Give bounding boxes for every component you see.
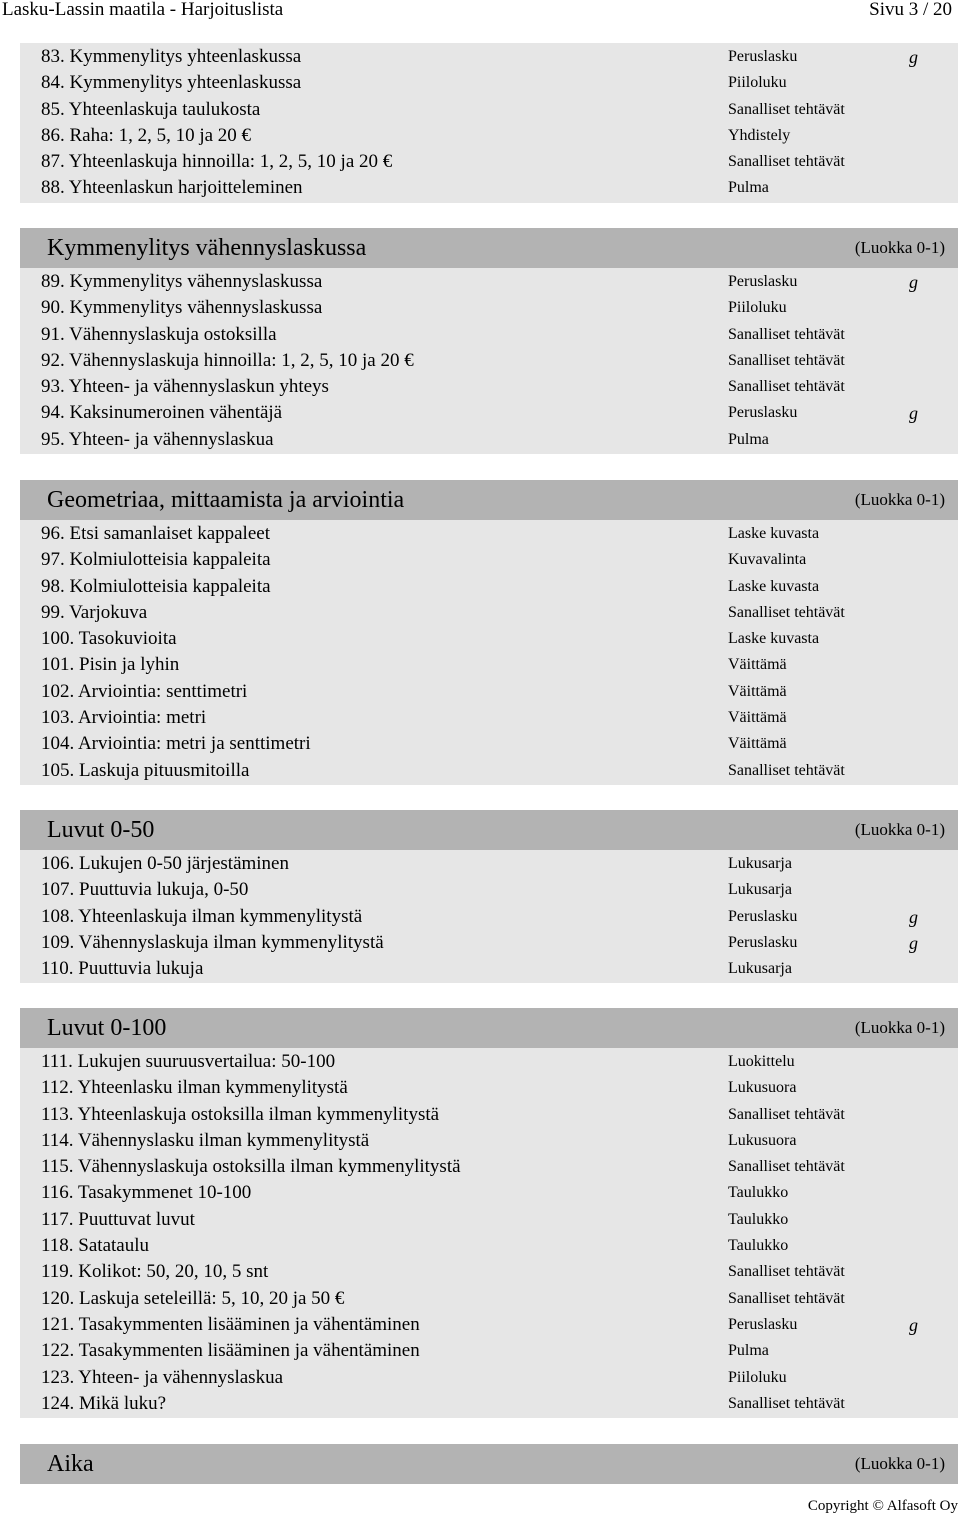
exercise-type: Laske kuvasta [728,630,820,648]
exercise-type: Sanalliset tehtävät [728,1158,845,1176]
exercise-row [20,1365,958,1391]
section-title: Aika [47,1450,94,1477]
exercise-flag: g [909,1314,918,1335]
exercise-type: Sanalliset tehtävät [728,1263,845,1281]
exercise-title: 123. Yhteen- ja vähennyslaskua [41,1366,283,1388]
exercise-title: 102. Arviointia: senttimetri [41,680,248,702]
exercise-title: 109. Vähennyslaskuja ilman kymmenylitystä [41,931,384,953]
exercise-row [20,1154,958,1180]
exercise-row [20,626,958,652]
page-number: Sivu 3 / 20 [869,0,952,20]
section-header [20,1444,958,1484]
exercise-row [20,175,958,201]
exercise-row [20,1391,958,1417]
exercise-row [20,758,958,784]
exercise-title: 97. Kolmiulotteisia kappaleita [41,549,271,571]
exercise-row [20,679,958,705]
exercise-row [20,269,958,295]
exercise-type: Piiloluku [728,299,787,317]
exercise-type: Peruslasku [728,907,798,925]
exercise-section [20,810,958,983]
exercise-title: 99. Varjokuva [41,601,148,623]
exercise-title: 121. Tasakymmenten lisääminen ja vähentäminen [41,1313,420,1335]
exercise-type: Sanalliset tehtävät [728,1105,845,1123]
exercise-title: 113. Yhteenlaskuja ostoksilla ilman kymmenylitystä [41,1103,440,1125]
exercise-row [20,1259,958,1285]
exercise-row [20,1049,958,1075]
exercise-type: Sanalliset tehtävät [728,153,845,171]
section-header [20,480,958,520]
exercise-type: Sanalliset tehtävät [728,351,845,369]
exercise-row [20,1128,958,1154]
exercise-title: 103. Arviointia: metri [41,707,207,729]
exercise-type: Peruslasku [728,933,798,951]
exercise-title: 87. Yhteenlaskuja hinnoilla: 1, 2, 5, 10 ja 20 € [41,151,393,173]
exercise-row [20,1180,958,1206]
section-title: Geometriaa, mittaamista ja arviointia [47,486,405,513]
exercise-section [20,480,958,785]
exercise-type: Pulma [728,1342,769,1360]
exercise-type: Yhdistely [728,126,791,144]
exercise-row [20,1075,958,1101]
exercise-title: 93. Yhteen- ja vähennyslaskun yhteys [41,376,329,398]
exercise-title: 89. Kymmenylitys vähennyslaskussa [41,271,323,292]
exercise-title: 120. Laskuja seteleillä: 5, 10, 20 ja 50 € [41,1287,345,1309]
section-grade: (Luokka 0-1) [854,490,945,509]
exercise-rows [20,43,958,203]
exercise-row [20,600,958,626]
exercise-section [20,1008,958,1418]
exercise-title: 108. Yhteenlaskuja ilman kymmenylitystä [41,905,363,927]
exercise-flag: g [909,47,918,67]
exercise-type: Lukusarja [728,881,792,899]
exercise-title: 104. Arviointia: metri ja senttimetri [41,733,311,755]
exercise-title: 100. Tasokuvioita [41,628,177,650]
exercise-row [20,877,958,903]
exercise-row [20,149,958,175]
exercise-row [20,1286,958,1312]
exercise-row [20,521,958,547]
exercise-title: 119. Kolikot: 50, 20, 10, 5 snt [41,1261,269,1283]
exercise-title: 91. Vähennyslaskuja ostoksilla [41,323,277,345]
exercise-title: 98. Kolmiulotteisia kappaleita [41,575,271,597]
exercise-row [20,904,958,930]
section-header [20,228,958,268]
exercise-row [20,295,958,321]
exercise-rows [20,850,958,983]
exercise-row [20,1102,958,1128]
exercise-type: Lukusuora [728,1079,797,1097]
exercise-row [20,427,958,453]
exercise-title: 105. Laskuja pituusmitoilla [41,759,250,781]
exercise-row [20,374,958,400]
exercise-rows [20,268,958,454]
exercise-title: 122. Tasakymmenten lisääminen ja vähentäminen [41,1340,420,1362]
section-grade: (Luokka 0-1) [854,1018,945,1037]
exercise-row [20,547,958,573]
exercise-title: 110. Puuttuvia lukuja [41,958,204,980]
exercise-row [20,400,958,426]
exercise-section [20,1444,958,1484]
exercise-type: Väittämä [728,709,787,727]
exercise-title: 86. Raha: 1, 2, 5, 10 ja 20 € [41,124,252,146]
exercise-title: 88. Yhteenlaskun harjoitteleminen [41,177,303,199]
exercise-type: Lukusuora [728,1131,797,1149]
exercise-type: Lukusarja [728,960,792,978]
exercise-type: Sanalliset tehtävät [728,1394,845,1412]
section-title: Kymmenylitys vähennyslaskussa [47,234,367,261]
exercise-row [20,1233,958,1259]
exercise-title: 115. Vähennyslaskuja ostoksilla ilman kymmenylitystä [41,1156,461,1178]
exercise-title: 117. Puuttuvat luvut [41,1208,195,1230]
exercise-type: Peruslasku [728,1315,798,1333]
exercise-flag: g [909,272,918,292]
exercise-row [20,705,958,731]
exercise-row [20,574,958,600]
exercise-type: Peruslasku [728,404,798,422]
exercise-title: 116. Tasakymmenet 10-100 [41,1182,252,1204]
exercise-type: Taulukko [728,1210,789,1228]
exercise-type: Luokittelu [728,1053,795,1070]
exercise-title: 96. Etsi samanlaiset kappaleet [41,523,270,544]
exercise-title: 95. Yhteen- ja vähennyslaskua [41,428,274,450]
exercise-flag: g [909,906,918,927]
exercise-flag: g [909,403,918,424]
exercise-type: Laske kuvasta [728,525,820,542]
exercise-row [20,322,958,348]
exercise-title: 84. Kymmenylitys yhteenlaskussa [41,72,302,94]
exercise-row [20,930,958,956]
exercise-type: Pulma [728,179,769,197]
section-grade: (Luokka 0-1) [854,1454,945,1473]
exercise-row [20,731,958,757]
exercise-type: Sanalliset tehtävät [728,1289,845,1307]
exercise-row [20,956,958,982]
section-header [20,810,958,850]
section-title: Luvut 0-50 [47,816,155,843]
copyright-footer: Copyright © Alfasoft Oy [807,1498,958,1514]
exercise-title: 90. Kymmenylitys vähennyslaskussa [41,297,323,319]
exercise-title: 114. Vähennyslasku ilman kymmenylitystä [41,1129,370,1151]
exercise-type: Sanalliset tehtävät [728,378,845,396]
exercise-rows [20,520,958,785]
exercise-type: Taulukko [728,1184,789,1202]
exercise-title: 106. Lukujen 0-50 järjestäminen [41,853,289,874]
exercise-type: Laske kuvasta [728,577,820,595]
exercise-type: Pulma [728,430,769,448]
exercise-type: Sanalliset tehtävät [728,100,845,118]
exercise-type: Sanalliset tehtävät [728,325,845,343]
exercise-type: Sanalliset tehtävät [728,761,845,779]
section-grade: (Luokka 0-1) [854,820,945,839]
exercise-type: Peruslasku [728,48,798,65]
exercise-row [20,44,958,70]
exercise-title: 85. Yhteenlaskuja taulukosta [41,98,261,120]
section-title: Luvut 0-100 [47,1014,167,1041]
exercise-type: Piiloluku [728,74,787,92]
exercise-title: 92. Vähennyslaskuja hinnoilla: 1, 2, 5, 10 ja 20 € [41,349,414,371]
exercise-row [20,851,958,877]
exercise-type: Kuvavalinta [728,551,807,569]
exercise-title: 94. Kaksinumeroinen vähentäjä [41,402,283,424]
exercise-row [20,97,958,123]
exercise-rows [20,1048,958,1418]
exercise-row [20,652,958,678]
exercise-type: Väittämä [728,656,787,674]
exercise-title: 112. Yhteenlasku ilman kymmenylitystä [41,1077,348,1099]
exercise-row [20,70,958,96]
exercise-title: 118. Satataulu [41,1235,149,1257]
exercise-flag: g [909,932,918,953]
exercise-type: Väittämä [728,682,787,700]
exercise-type: Taulukko [728,1237,789,1255]
exercise-section [20,228,958,454]
exercise-type: Lukusarja [728,855,792,872]
exercise-row [20,348,958,374]
exercise-type: Sanalliset tehtävät [728,603,845,621]
exercise-title: 124. Mikä luku? [41,1392,167,1414]
exercise-title: 111. Lukujen suuruusvertailua: 50-100 [41,1051,336,1072]
exercise-title: 101. Pisin ja lyhin [41,654,180,676]
exercise-row [20,1338,958,1364]
section-grade: (Luokka 0-1) [854,238,945,257]
exercise-title: 83. Kymmenylitys yhteenlaskussa [41,46,302,67]
page-header [0,0,960,22]
exercise-row [20,123,958,149]
exercise-type: Piiloluku [728,1368,787,1386]
document-title: Lasku-Lassin maatila - Harjoituslista [2,0,284,20]
exercise-type: Peruslasku [728,273,798,290]
exercise-section [20,43,958,203]
section-header [20,1008,958,1048]
exercise-row [20,1312,958,1338]
exercise-row [20,1207,958,1233]
exercise-title: 107. Puuttuvia lukuja, 0-50 [41,879,249,901]
exercise-type: Väittämä [728,735,787,753]
